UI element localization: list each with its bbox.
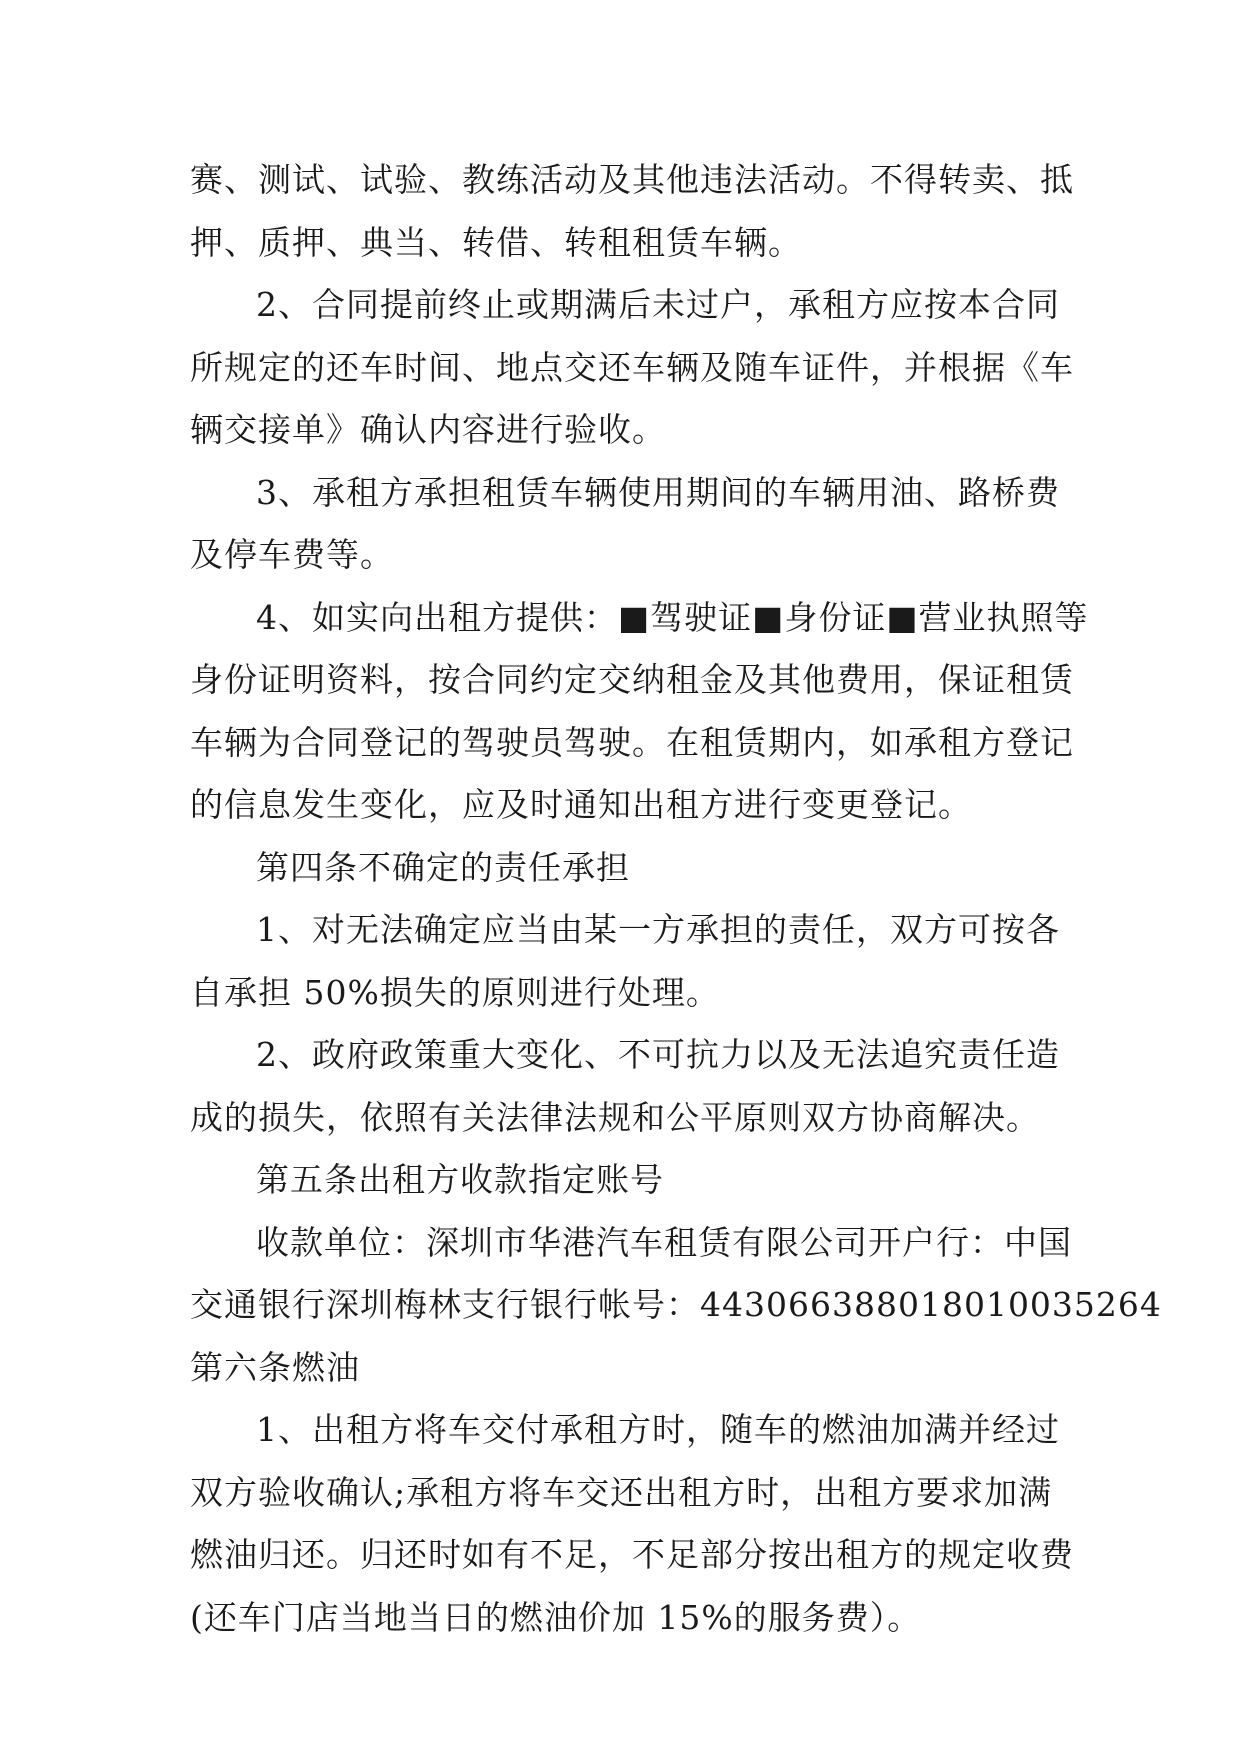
paragraph-line: 双方验收确认;承租方将车交还出租方时，出租方要求加满 <box>190 1472 1053 1512</box>
paragraph-line: 及停车费等。 <box>190 535 394 574</box>
paragraph-line: 1、对无法确定应当由某一方承担的责任，双方可按各 <box>256 910 1060 949</box>
paragraph-line: 的信息发生变化，应及时通知出租方进行变更登记。 <box>190 785 972 824</box>
paragraph-line: 2、政府政策重大变化、不可抗力以及无法追究责任造 <box>256 1035 1060 1074</box>
section-heading: 第四条不确定的责任承担 <box>256 847 630 887</box>
paragraph-line: 收款单位：深圳市华港汽车租赁有限公司开户行：中国 <box>256 1222 1072 1262</box>
paragraph-line: 燃油归还。归还时如有不足，不足部分按出租方的规定收费 <box>190 1535 1074 1574</box>
paragraph-line: 4、如实向出租方提供：■驾驶证■身份证■营业执照等 <box>256 597 1089 637</box>
paragraph-line: 2、合同提前终止或期满后未过户，承租方应按本合同 <box>256 285 1060 324</box>
section-heading: 第六条燃油 <box>190 1347 360 1387</box>
paragraph-line: 3、承租方承担租赁车辆使用期间的车辆用油、路桥费 <box>256 472 1060 512</box>
paragraph-line: 身份证明资料，按合同约定交纳租金及其他费用，保证租赁 <box>190 660 1074 699</box>
paragraph-line: 1、出租方将车交付承租方时，随车的燃油加满并经过 <box>256 1410 1060 1449</box>
paragraph-line: (还车门店当地当日的燃油价加 15%的服务费）。 <box>190 1597 922 1637</box>
paragraph-line: 车辆为合同登记的驾驶员驾驶。在租赁期内，如承租方登记 <box>190 722 1074 762</box>
paragraph-line: 辆交接单》确认内容进行验收。 <box>190 410 666 449</box>
section-heading: 第五条出租方收款指定账号 <box>256 1160 664 1199</box>
paragraph-line: 所规定的还车时间、地点交还车辆及随车证件，并根据《车 <box>190 347 1074 387</box>
paragraph-line: 自承担 50%损失的原则进行处理。 <box>190 972 720 1012</box>
paragraph-line: 押、质押、典当、转借、转租租赁车辆。 <box>190 222 802 262</box>
paragraph-line: 交通银行深圳梅林支行银行帐号：443066388018010035264 <box>190 1285 1162 1324</box>
paragraph-line: 成的损失，依照有关法律法规和公平原则双方协商解决。 <box>190 1097 1040 1137</box>
paragraph-line: 赛、测试、试验、教练活动及其他违法活动。不得转卖、抵 <box>190 160 1074 199</box>
